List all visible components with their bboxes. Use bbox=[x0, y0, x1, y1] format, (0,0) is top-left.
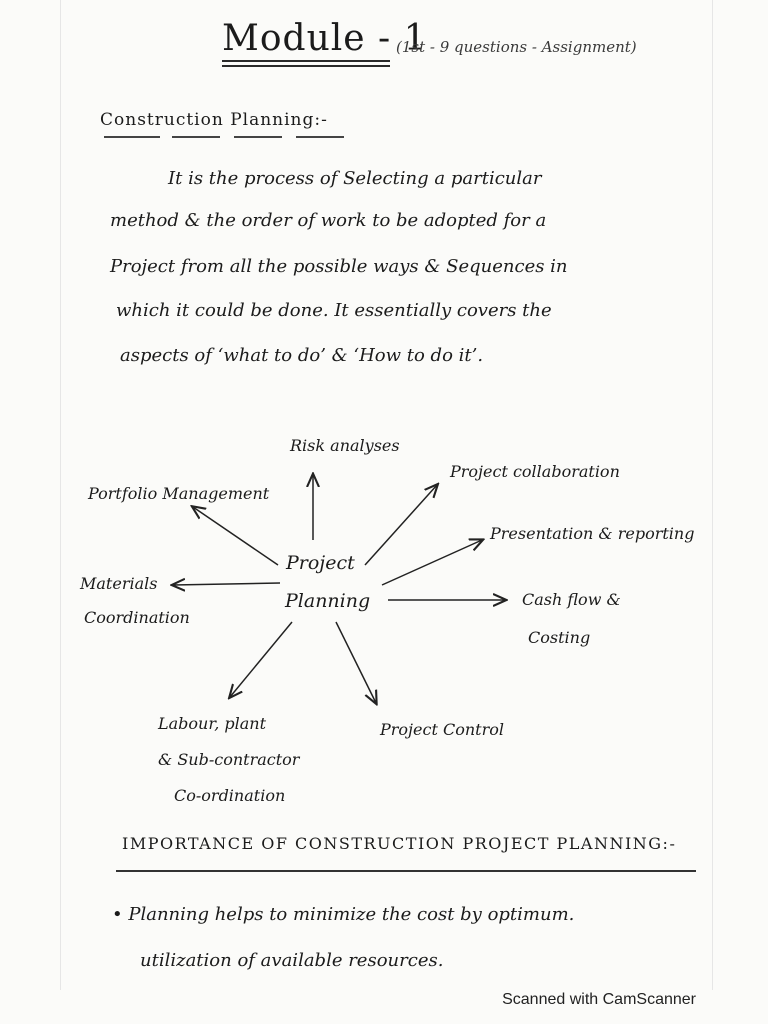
node-presentation-reporting: Presentation & reporting bbox=[490, 524, 695, 543]
node-materials-line-1: Materials bbox=[80, 574, 158, 593]
section-heading-importance: IMPORTANCE OF CONSTRUCTION PROJECT PLANNING:- bbox=[122, 834, 677, 853]
node-project-control: Project Control bbox=[380, 720, 504, 739]
node-cash-flow-line-2: Costing bbox=[528, 628, 591, 647]
arrow-to-project-control bbox=[336, 622, 376, 703]
paragraph-line-4: which it could be done. It essentially covers the bbox=[116, 300, 552, 321]
paragraph-line-2: method & the order of work to be adopted for a bbox=[110, 210, 547, 231]
node-portfolio-management: Portfolio Management bbox=[88, 484, 270, 503]
paragraph-line-3: Project from all the possible ways & Sequences in bbox=[110, 256, 568, 277]
node-labour-line-1: Labour, plant bbox=[158, 714, 267, 733]
center-node-line-2: Planning bbox=[285, 590, 371, 612]
arrow-to-project-collaboration bbox=[365, 485, 437, 565]
node-labour-line-3: Co-ordination bbox=[174, 786, 286, 805]
node-materials-line-2: Coordination bbox=[84, 608, 190, 627]
title-subnote: (1st - 9 questions - Assignment) bbox=[396, 38, 637, 56]
page-title: Module - 1 bbox=[222, 18, 428, 59]
bullet-line-2: utilization of available resources. bbox=[140, 950, 444, 971]
arrow-to-materials bbox=[173, 583, 280, 585]
node-labour-line-2: & Sub-contractor bbox=[158, 750, 300, 769]
node-risk-analyses: Risk analyses bbox=[290, 436, 400, 455]
paragraph-line-1: It is the process of Selecting a particular bbox=[168, 168, 542, 189]
arrow-to-labour-plant bbox=[230, 622, 292, 697]
paragraph-line-5: aspects of ‘what to do’ & ‘How to do it’. bbox=[120, 345, 484, 366]
section-heading-underline bbox=[116, 870, 696, 872]
node-project-collaboration: Project collaboration bbox=[450, 462, 620, 481]
arrow-to-portfolio-management bbox=[193, 507, 278, 565]
center-node-line-1: Project bbox=[286, 552, 355, 574]
camscanner-watermark: Scanned with CamScanner bbox=[502, 991, 696, 1008]
section-heading-construction-planning: Construction Planning:- bbox=[100, 110, 328, 130]
arrow-to-presentation-reporting bbox=[382, 540, 482, 585]
bullet-line-1: • Planning helps to minimize the cost by optimum. bbox=[112, 904, 575, 925]
node-cash-flow-line-1: Cash flow & bbox=[522, 590, 621, 609]
